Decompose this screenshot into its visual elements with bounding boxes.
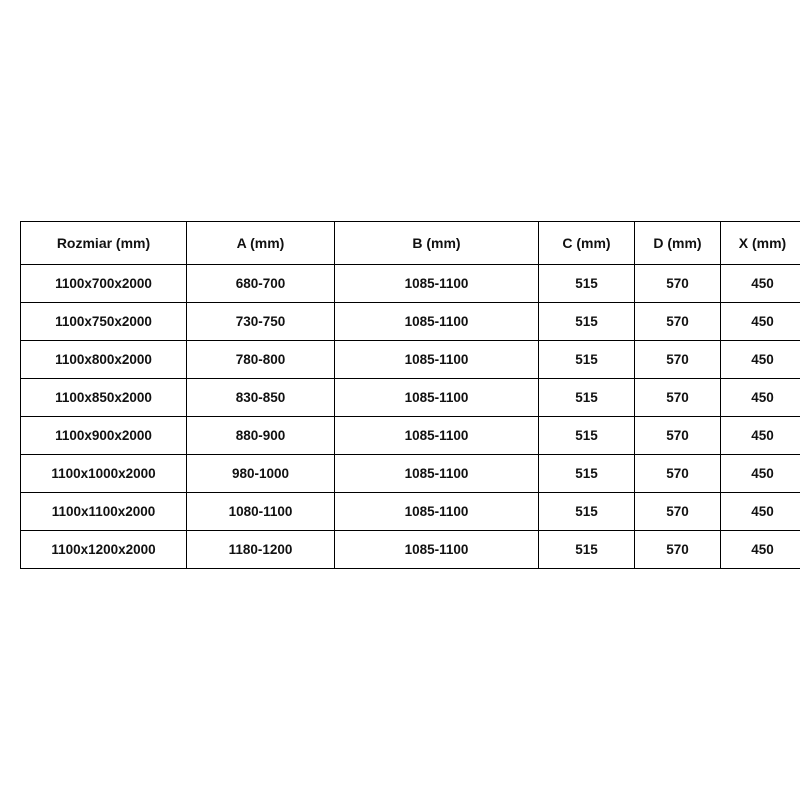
cell-x: 450 <box>721 531 800 569</box>
cell-d: 570 <box>635 265 721 303</box>
table-row <box>21 493 800 531</box>
table-row <box>21 341 800 379</box>
table-row <box>21 379 800 417</box>
cell-a: 680-700 <box>187 265 335 303</box>
cell-rozmiar: 1100x700x2000 <box>21 265 187 303</box>
cell-d: 570 <box>635 531 721 569</box>
cell-d: 570 <box>635 455 721 493</box>
cell-rozmiar: 1100x1200x2000 <box>21 531 187 569</box>
table-header <box>21 222 800 265</box>
cell-d: 570 <box>635 493 721 531</box>
size-specification-table <box>20 221 800 569</box>
column-header-d: D (mm) <box>635 222 721 265</box>
column-header-rozmiar: Rozmiar (mm) <box>21 222 187 265</box>
cell-c: 515 <box>539 265 635 303</box>
table-row <box>21 303 800 341</box>
cell-d: 570 <box>635 379 721 417</box>
cell-rozmiar: 1100x900x2000 <box>21 417 187 455</box>
cell-c: 515 <box>539 531 635 569</box>
cell-rozmiar: 1100x800x2000 <box>21 341 187 379</box>
cell-c: 515 <box>539 493 635 531</box>
cell-d: 570 <box>635 341 721 379</box>
cell-x: 450 <box>721 493 800 531</box>
cell-a: 780-800 <box>187 341 335 379</box>
cell-b: 1085-1100 <box>335 265 539 303</box>
cell-a: 1080-1100 <box>187 493 335 531</box>
cell-b: 1085-1100 <box>335 417 539 455</box>
column-header-a: A (mm) <box>187 222 335 265</box>
cell-c: 515 <box>539 303 635 341</box>
cell-x: 450 <box>721 341 800 379</box>
cell-b: 1085-1100 <box>335 341 539 379</box>
cell-c: 515 <box>539 455 635 493</box>
cell-a: 880-900 <box>187 417 335 455</box>
table-row <box>21 455 800 493</box>
cell-x: 450 <box>721 303 800 341</box>
cell-b: 1085-1100 <box>335 379 539 417</box>
cell-b: 1085-1100 <box>335 531 539 569</box>
cell-x: 450 <box>721 417 800 455</box>
cell-b: 1085-1100 <box>335 493 539 531</box>
cell-c: 515 <box>539 379 635 417</box>
cell-d: 570 <box>635 303 721 341</box>
table-body <box>21 265 800 569</box>
size-specification-table-container <box>20 221 787 569</box>
cell-rozmiar: 1100x1100x2000 <box>21 493 187 531</box>
table-row <box>21 265 800 303</box>
cell-d: 570 <box>635 417 721 455</box>
cell-a: 1180-1200 <box>187 531 335 569</box>
cell-a: 980-1000 <box>187 455 335 493</box>
cell-rozmiar: 1100x850x2000 <box>21 379 187 417</box>
cell-b: 1085-1100 <box>335 303 539 341</box>
table-row <box>21 417 800 455</box>
cell-rozmiar: 1100x1000x2000 <box>21 455 187 493</box>
cell-x: 450 <box>721 379 800 417</box>
column-header-c: C (mm) <box>539 222 635 265</box>
table-header-row <box>21 222 800 265</box>
cell-c: 515 <box>539 417 635 455</box>
cell-rozmiar: 1100x750x2000 <box>21 303 187 341</box>
cell-b: 1085-1100 <box>335 455 539 493</box>
cell-c: 515 <box>539 341 635 379</box>
table-row <box>21 531 800 569</box>
column-header-x: X (mm) <box>721 222 800 265</box>
cell-x: 450 <box>721 455 800 493</box>
cell-a: 730-750 <box>187 303 335 341</box>
cell-x: 450 <box>721 265 800 303</box>
column-header-b: B (mm) <box>335 222 539 265</box>
cell-a: 830-850 <box>187 379 335 417</box>
